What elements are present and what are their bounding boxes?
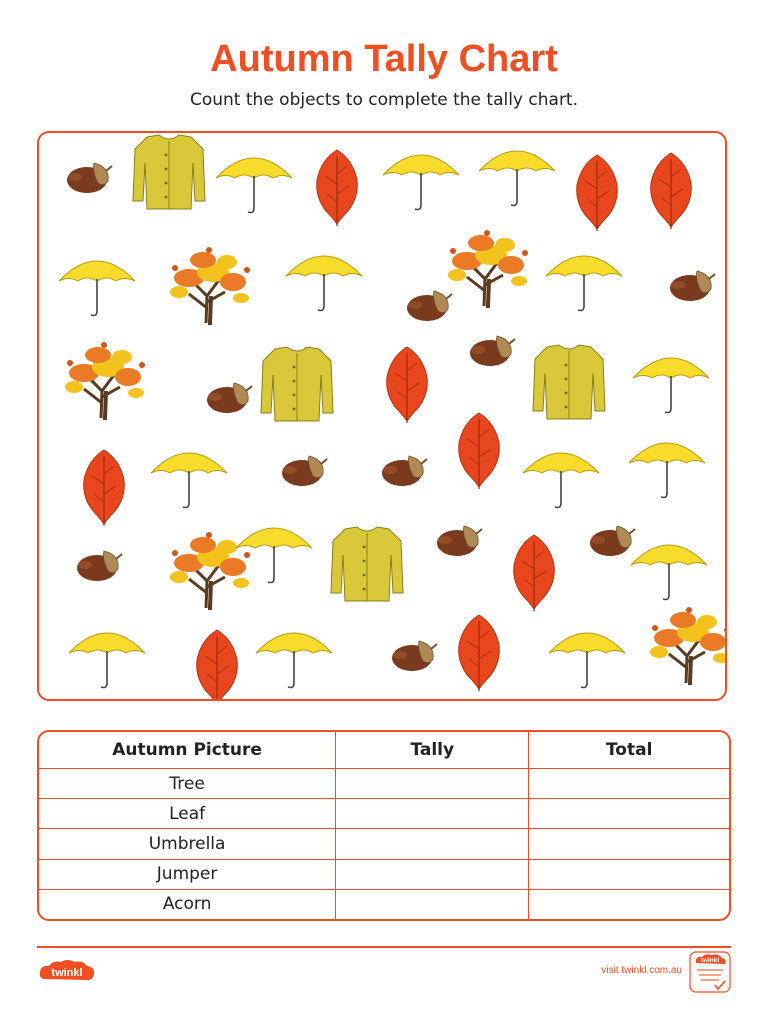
tally-cell[interactable] xyxy=(336,859,529,889)
acorn-icon xyxy=(77,551,122,581)
acorn-icon xyxy=(470,336,515,366)
tally-table xyxy=(37,730,731,921)
tally-row xyxy=(39,889,729,919)
umbrella-icon xyxy=(631,545,707,600)
leaf-icon xyxy=(459,615,500,691)
tree-icon xyxy=(448,230,528,306)
tally-row xyxy=(39,769,729,799)
tally-row xyxy=(39,829,729,859)
leaf-icon xyxy=(577,155,618,231)
umbrella-icon xyxy=(549,633,625,688)
umbrella-icon xyxy=(523,453,599,508)
umbrella-icon xyxy=(69,633,145,688)
footer-divider xyxy=(37,946,731,948)
leaf-icon xyxy=(387,347,428,423)
row-label-leaf: Leaf xyxy=(39,799,336,829)
total-cell[interactable] xyxy=(529,859,729,889)
jumper-icon xyxy=(331,527,403,601)
tree-icon xyxy=(170,247,250,323)
acorn-icon xyxy=(407,291,452,321)
acorn-icon xyxy=(670,271,715,301)
picture-area xyxy=(37,131,727,701)
umbrella-icon xyxy=(216,158,292,213)
total-cell[interactable] xyxy=(529,769,729,799)
tally-cell[interactable] xyxy=(336,889,529,919)
acorn-icon xyxy=(67,163,112,193)
tree-icon xyxy=(65,342,145,418)
leaf-icon xyxy=(651,153,692,229)
umbrella-icon xyxy=(59,261,135,316)
umbrella-icon xyxy=(383,155,459,210)
jumper-icon xyxy=(533,345,605,419)
row-label-tree: Tree xyxy=(39,769,336,799)
row-label-jumper: Jumper xyxy=(39,859,336,889)
tally-row xyxy=(39,799,729,829)
svg-text:twinkl: twinkl xyxy=(700,957,720,964)
header-autumn-picture: Autumn Picture xyxy=(39,732,336,769)
tally-cell[interactable] xyxy=(336,769,529,799)
tally-cell[interactable] xyxy=(336,829,529,859)
row-label-umbrella: Umbrella xyxy=(39,829,336,859)
acorn-icon xyxy=(282,456,327,486)
acorn-icon xyxy=(382,456,427,486)
umbrella-icon xyxy=(629,443,705,498)
acorn-icon xyxy=(392,641,437,671)
umbrella-icon xyxy=(286,256,362,311)
leaf-icon xyxy=(197,630,238,699)
header-tally: Tally xyxy=(336,732,529,769)
umbrella-icon xyxy=(633,358,709,413)
leaf-icon xyxy=(459,413,500,489)
tree-icon xyxy=(650,607,725,683)
umbrella-icon xyxy=(479,151,555,206)
acorn-icon xyxy=(590,526,635,556)
twinkl-logo xyxy=(37,957,97,987)
jumper-icon xyxy=(133,135,205,209)
total-cell[interactable] xyxy=(529,829,729,859)
page-title: Autumn Tally Chart xyxy=(210,38,558,80)
tally-header-row xyxy=(39,732,729,769)
picture-canvas xyxy=(39,133,725,699)
header-total: Total xyxy=(529,732,729,769)
leaf-icon xyxy=(514,535,555,611)
row-label-acorn: Acorn xyxy=(39,889,336,919)
quality-badge xyxy=(689,951,731,993)
tally-row xyxy=(39,859,729,889)
leaf-icon xyxy=(84,450,125,526)
footer-visit-link[interactable]: visit twinkl.com.au xyxy=(601,965,682,976)
umbrella-icon xyxy=(151,453,227,508)
leaf-icon xyxy=(317,150,358,226)
acorn-icon xyxy=(437,526,482,556)
acorn-icon xyxy=(207,383,252,413)
umbrella-icon xyxy=(546,256,622,311)
umbrella-icon xyxy=(256,633,332,688)
tally-cell[interactable] xyxy=(336,799,529,829)
jumper-icon xyxy=(261,347,333,421)
tree-icon xyxy=(170,532,250,608)
total-cell[interactable] xyxy=(529,799,729,829)
svg-text:twinkl: twinkl xyxy=(51,967,83,979)
total-cell[interactable] xyxy=(529,889,729,919)
page-subtitle: Count the objects to complete the tally chart. xyxy=(189,90,578,110)
